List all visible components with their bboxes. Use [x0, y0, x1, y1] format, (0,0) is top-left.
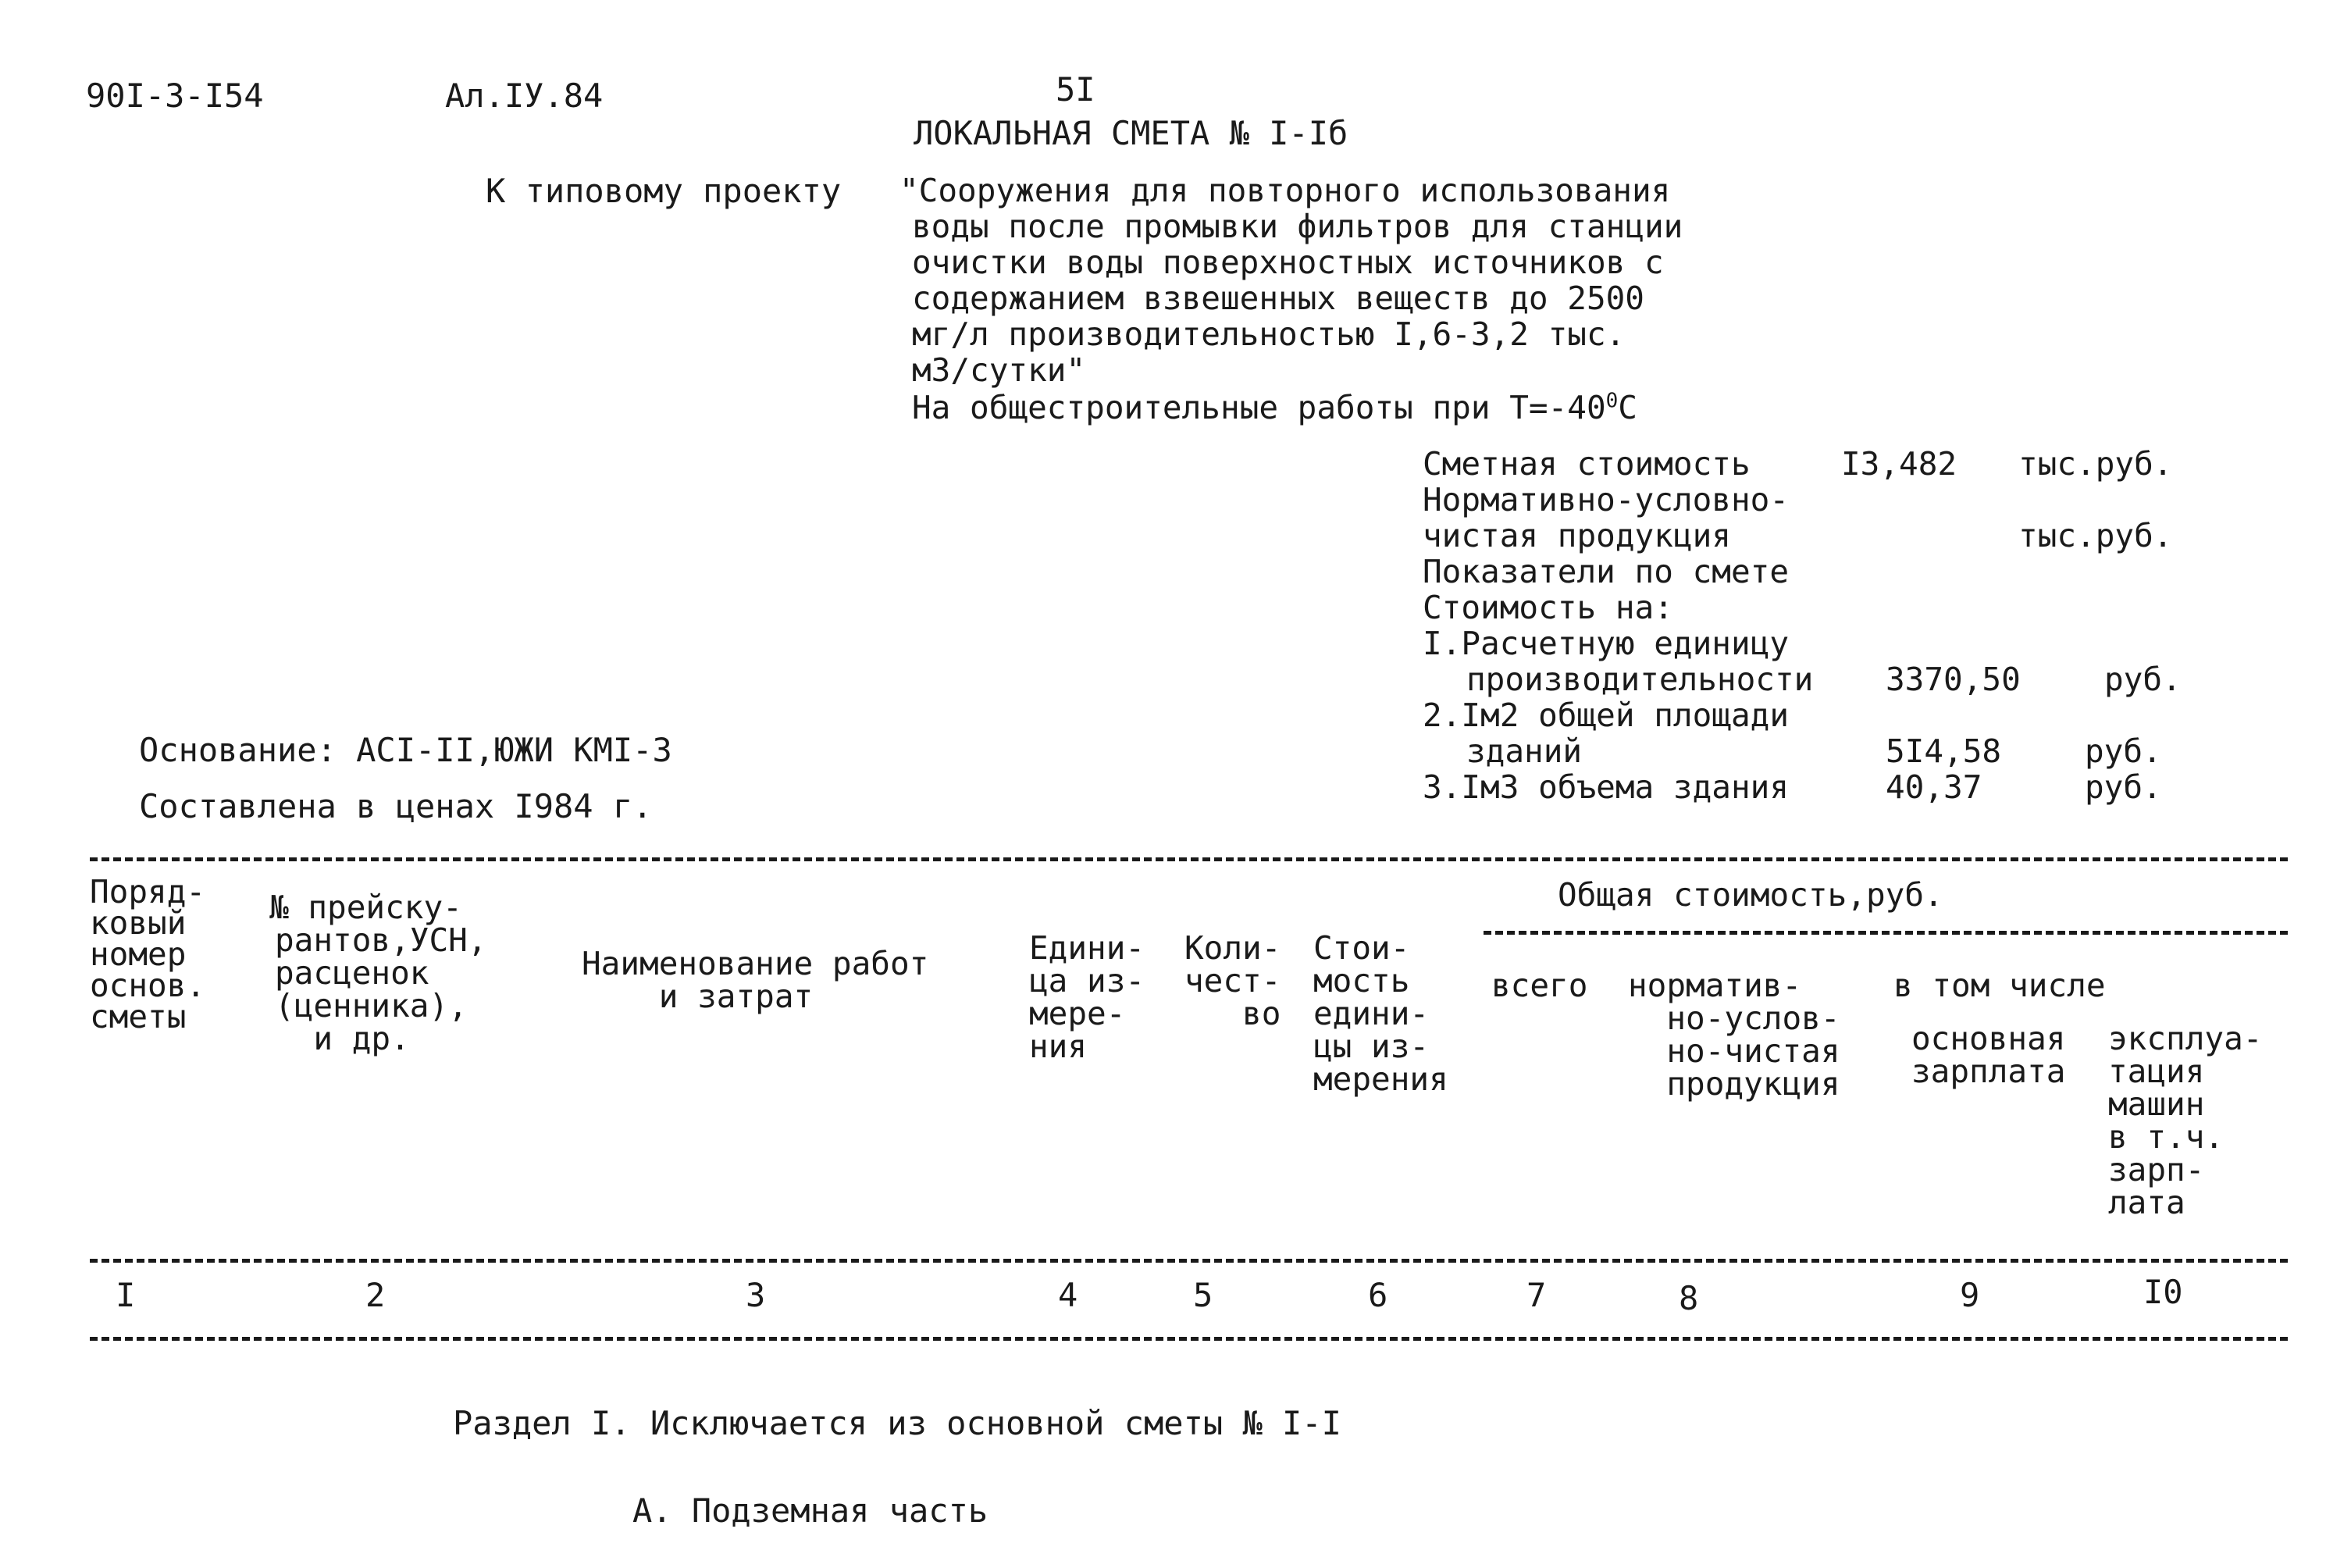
item1-label-b: производительности	[1466, 661, 1814, 698]
project-line-3: очистки воды поверхностных источников с	[912, 244, 1664, 281]
col2-header-line-5: и др.	[275, 1020, 410, 1057]
total-cost-header: Общая стоимость,руб.	[1558, 876, 1943, 914]
header-bottom-rule	[90, 1259, 2288, 1263]
document-title: ЛОКАЛЬНАЯ СМЕТА № I-Iб	[914, 114, 1348, 152]
col6-header-line-1: Стои-	[1313, 929, 1410, 967]
col1-header-line-3: номер	[90, 935, 187, 973]
col5-header-line-3: во	[1184, 995, 1281, 1032]
numbers-bottom-rule	[90, 1337, 2288, 1341]
item2-unit: руб.	[2085, 732, 2162, 770]
col9-header-line-2: зарплата	[1911, 1053, 2066, 1090]
total-cost-rule	[1484, 931, 2288, 935]
project-line-5: мг/л производительностью I,6-3,2 тыс.	[912, 315, 1626, 353]
col6-header-line-5: мерения	[1313, 1060, 1448, 1098]
col6-header-line-3: едини-	[1313, 995, 1430, 1032]
col1-header-line-4: основ.	[90, 967, 206, 1004]
cost-unit: тыс.руб.	[2018, 445, 2173, 483]
col10-header-line-5: зарп-	[2108, 1151, 2205, 1188]
column-number: 3	[746, 1276, 766, 1314]
item2-label-a: 2.Iм2 общей площади	[1423, 697, 1789, 734]
column-number: 5	[1193, 1276, 1213, 1314]
basis-line: Основание: АСI-II,ЮЖИ КМI-3	[139, 731, 672, 769]
project-prefix: К типовому проекту	[486, 172, 842, 210]
document-code: 90I-3-I54	[86, 77, 264, 115]
col4-header-line-1: Едини-	[1029, 929, 1145, 967]
col8-header-line-1: норматив-	[1628, 967, 1802, 1004]
col5-header-line-2: чест-	[1184, 962, 1281, 1000]
page-number: 5I	[1056, 70, 1095, 109]
col10-header-line-1: эксплуа-	[2108, 1020, 2263, 1057]
works-line: На общестроительные работы при $Т=-40^0С$	[912, 389, 1637, 426]
item3-label: 3.Iм3 объема здания	[1423, 768, 1789, 806]
column-number: I	[116, 1276, 136, 1314]
col10-header-line-4: в т.ч.	[2108, 1118, 2225, 1156]
including-header: в том числе	[1893, 967, 2106, 1004]
col9-header-line-1: основная	[1911, 1020, 2066, 1057]
table-top-rule	[90, 857, 2288, 861]
cost-value: I3,482	[1841, 445, 1957, 483]
cost-per-label: Стоимость на:	[1423, 589, 1673, 626]
col1-header-line-1: Поряд-	[90, 873, 206, 911]
col10-header-line-2: тация	[2108, 1053, 2205, 1090]
project-line-6: м3/сутки"	[912, 351, 1086, 389]
col10-header-line-3: машин	[2108, 1085, 2205, 1123]
col2-header-line-2: рантов,УСН,	[275, 921, 487, 959]
col2-header-line-4: (ценника),	[275, 987, 468, 1025]
album-number: Ал.IУ.84	[445, 77, 604, 115]
item2-value: 5I4,58	[1886, 732, 2002, 770]
col2-header-line-1: № прейску-	[269, 889, 462, 926]
col8-header-line-4: продукция	[1628, 1065, 1840, 1103]
column-number: I0	[2143, 1273, 2183, 1311]
col1-header-line-5: сметы	[90, 998, 187, 1035]
col4-header-line-2: ца из-	[1029, 962, 1145, 1000]
col6-header-line-4: цы из-	[1313, 1028, 1430, 1065]
item3-value: 40,37	[1886, 768, 1982, 806]
net-unit: тыс.руб.	[2018, 517, 2173, 554]
column-number: 7	[1526, 1276, 1547, 1314]
col3-header-line-2: и затрат	[582, 978, 814, 1015]
section-title: Раздел I. Исключается из основной сметы № I-I	[453, 1404, 1341, 1442]
col2-header-line-3: расценок	[275, 954, 429, 992]
item1-unit: руб.	[2104, 661, 2182, 698]
item3-unit: руб.	[2085, 768, 2162, 806]
project-line-1: "Сооружения для повторного использования	[899, 172, 1671, 209]
item1-value: 3370,50	[1886, 661, 2021, 698]
col3-header-line-1: Наименование работ	[582, 945, 929, 982]
col5-header-line-1: Коли-	[1184, 929, 1281, 967]
col4-header-line-4: ния	[1029, 1028, 1088, 1065]
col10-header-line-6: лата	[2108, 1184, 2185, 1221]
column-number: 6	[1368, 1276, 1388, 1314]
col6-header-line-2: мость	[1313, 962, 1410, 1000]
col7-header: всего	[1491, 967, 1588, 1004]
item2-label-b: зданий	[1466, 732, 1583, 770]
col1-header-line-2: ковый	[90, 904, 187, 942]
project-line-2: воды после промывки фильтров для станции	[912, 208, 1683, 245]
column-number: 4	[1058, 1276, 1078, 1314]
column-number: 8	[1679, 1279, 1699, 1317]
section-subtitle: А. Подземная часть	[632, 1491, 988, 1530]
net-label-1: Нормативно-условно-	[1423, 481, 1789, 519]
column-number: 2	[365, 1276, 386, 1314]
item1-label-a: I.Расчетную единицу	[1423, 625, 1789, 662]
col8-header-line-3: но-чистая	[1628, 1032, 1840, 1070]
cost-label: Сметная стоимость	[1423, 445, 1751, 483]
indicators-label: Показатели по смете	[1423, 553, 1789, 590]
prices-line: Составлена в ценах I984 г.	[139, 787, 653, 825]
net-label-2: чистая продукция	[1423, 517, 1731, 554]
column-number: 9	[1960, 1276, 1980, 1314]
col8-header-line-2: но-услов-	[1628, 1000, 1840, 1037]
col4-header-line-3: мере-	[1029, 995, 1126, 1032]
project-line-4: содержанием взвешенных веществ до 2500	[912, 280, 1644, 317]
